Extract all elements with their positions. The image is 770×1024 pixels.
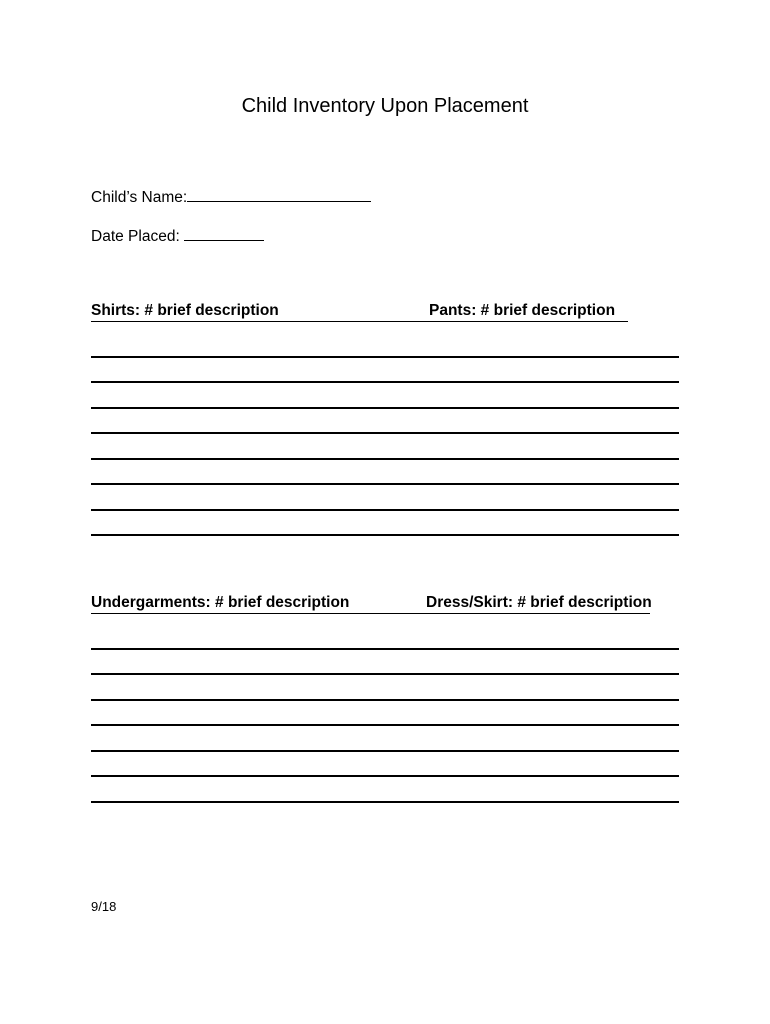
entry-line[interactable] <box>91 432 679 434</box>
dress-skirt-heading: Dress/Skirt: # brief description <box>426 594 652 611</box>
header-underline <box>91 613 650 615</box>
entry-line[interactable] <box>91 381 679 383</box>
date-placed-field <box>91 225 264 246</box>
child-name-blank[interactable] <box>187 186 371 202</box>
date-placed-label: Date Placed: <box>91 228 180 245</box>
date-placed-blank[interactable] <box>184 225 264 241</box>
child-name-field <box>91 186 371 207</box>
entry-line[interactable] <box>91 775 679 777</box>
entry-line[interactable] <box>91 648 679 650</box>
clothing-section-header-2 <box>91 594 679 614</box>
entry-line[interactable] <box>91 801 679 803</box>
entry-line[interactable] <box>91 724 679 726</box>
clothing-section-header-1 <box>91 302 679 322</box>
revision-date: 9/18 <box>91 899 117 914</box>
pants-heading: Pants: # brief description <box>429 302 616 319</box>
header-underline <box>91 321 628 323</box>
undergarments-heading: Undergarments: # brief description <box>91 594 350 611</box>
entry-line[interactable] <box>91 699 679 701</box>
entry-line[interactable] <box>91 407 679 409</box>
shirts-heading: Shirts: # brief description <box>91 302 279 319</box>
page-title: Child Inventory Upon Placement <box>241 95 529 117</box>
entry-line[interactable] <box>91 750 679 752</box>
entry-line[interactable] <box>91 673 679 675</box>
child-name-label: Child’s Name: <box>91 189 188 206</box>
entry-line[interactable] <box>91 534 679 536</box>
entry-line[interactable] <box>91 458 679 460</box>
entry-line[interactable] <box>91 356 679 358</box>
entry-line[interactable] <box>91 483 679 485</box>
entry-line[interactable] <box>91 509 679 511</box>
